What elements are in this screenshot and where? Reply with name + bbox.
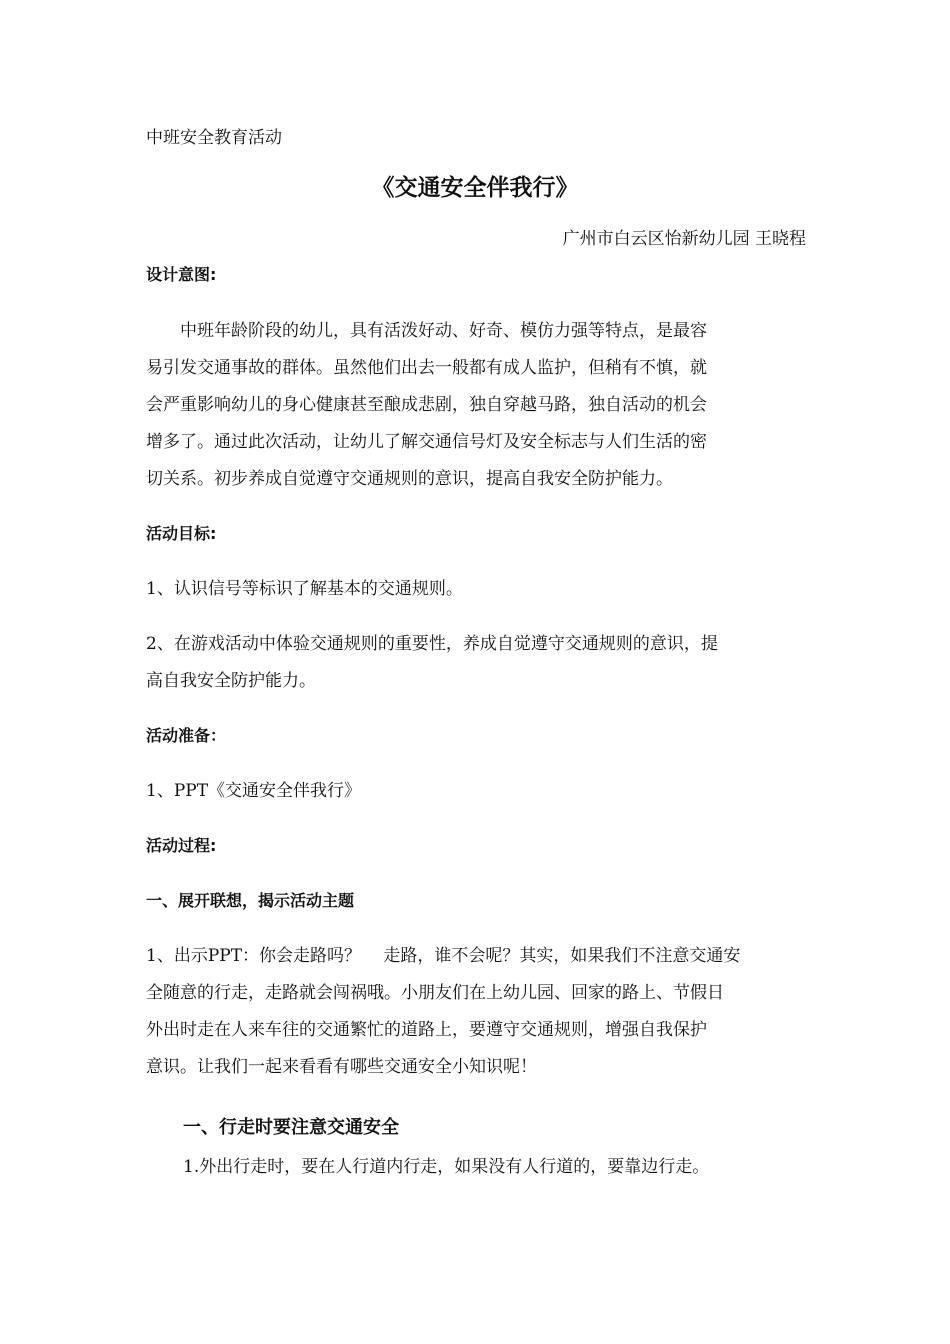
kicker-text: 中班安全教育活动 [146,128,282,148]
section-1-heading: 一、展开联想，揭示活动主题 [146,891,355,910]
subsection-line-1: 1.外出行走时，要在人行道内行走，如果没有人行道的，要靠边行走。 [183,1157,710,1177]
intent-line: 会严重影响幼儿的身心健康甚至酿成悲剧，独自穿越马路，独自活动的机会 [146,395,707,415]
prep-item-1: 1、PPT《交通安全伴我行》 [146,781,362,801]
author-byline: 广州市白云区怡新幼儿园 王晓程 [562,229,806,249]
goal-item-1: 1、认识信号等标识了解基本的交通规则。 [146,579,463,599]
section-1-line: 外出时走在人来车往的交通繁忙的道路上，要遵守交通规则，增强自我保护 [146,1020,707,1040]
section-1-line: 1、出示PPT：你会走路吗？ 走路，谁不会呢？其实，如果我们不注意交通安 [146,946,741,966]
goal-item-2 [146,634,806,708]
intent-line: 易引发交通事故的群体。虽然他们出去一般都有成人监护，但稍有不慎，就 [146,358,707,378]
goals-heading: 活动目标: [146,524,217,543]
prep-heading: 活动准备： [146,726,227,745]
goal-line: 2、在游戏活动中体验交通规则的重要性，养成自觉遵守交通规则的意识，提 [146,634,718,654]
intent-paragraph [146,321,806,506]
process-heading: 活动过程: [146,836,217,855]
goal-line: 高自我安全防护能力。 [146,671,316,691]
document-title: 《交通安全伴我行》 [371,175,579,201]
section-1-paragraph [146,946,806,1094]
intent-line: 增多了。通过此次活动，让幼儿了解交通信号灯及安全标志与人们生活的密 [146,432,707,452]
intent-line: 切关系。初步养成自觉遵守交通规则的意识，提高自我安全防护能力。 [146,469,673,489]
intent-line: 中班年龄阶段的幼儿，具有活泼好动、好奇、模仿力强等特点，是最容 [146,321,707,341]
section-1-line: 意识。让我们一起来看看有哪些交通安全小知识呢！ [146,1057,537,1077]
intent-heading: 设计意图: [146,265,217,284]
subsection-heading: 一、行走时要注意交通安全 [183,1117,399,1138]
section-1-line: 全随意的行走，走路就会闯祸哦。小朋友们在上幼儿园、回家的路上、节假日 [146,983,724,1003]
